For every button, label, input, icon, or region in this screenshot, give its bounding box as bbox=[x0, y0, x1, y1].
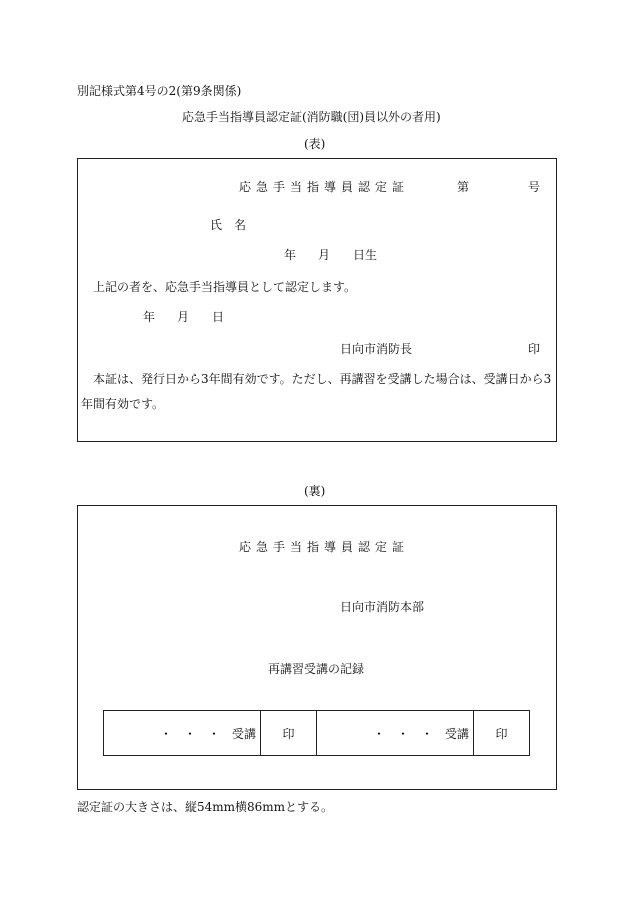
validity-line-1: 本証は、発行日から3年間有効です。ただし、再講習を受講した場合は、受講日から3 bbox=[93, 372, 552, 386]
birth-month-label: 月 bbox=[318, 248, 331, 262]
issuer-headquarters: 日向市消防本部 bbox=[340, 600, 425, 614]
record-seal-mark: 印 bbox=[282, 726, 295, 741]
birth-year-label: 年 bbox=[284, 248, 297, 262]
issuer-chief: 日向市消防長 bbox=[340, 342, 413, 356]
record-seal-cell-2 bbox=[474, 711, 529, 755]
cert-number-prefix: 第 bbox=[457, 180, 470, 194]
birth-day-label: 日生 bbox=[353, 248, 378, 262]
front-label: (表) bbox=[304, 137, 326, 151]
renewal-record-title: 再講習受講の記録 bbox=[268, 662, 365, 676]
record-seal-cell-1 bbox=[261, 711, 316, 755]
size-note: 認定証の大きさは、縦54mm横86mmとする。 bbox=[77, 800, 334, 814]
record-cell-2 bbox=[317, 711, 473, 755]
renewal-record-table bbox=[103, 710, 530, 756]
validity-line-2: 年間有効です。 bbox=[81, 397, 165, 411]
front-cert-title: 応急手当指導員認定証 bbox=[239, 180, 410, 194]
issue-month-label: 月 bbox=[177, 310, 190, 324]
front-seal-mark: 印 bbox=[528, 342, 541, 356]
issue-day-label: 日 bbox=[212, 310, 225, 324]
back-cert-title: 応急手当指導員認定証 bbox=[239, 540, 410, 554]
record-date-dots: ・ ・ ・ bbox=[159, 726, 220, 741]
record-attended-label: 受講 bbox=[444, 726, 469, 741]
record-date-dots: ・ ・ ・ bbox=[372, 726, 433, 741]
certify-statement: 上記の者を、応急手当指導員として認定します。 bbox=[93, 280, 357, 294]
back-label: (裏) bbox=[304, 484, 326, 498]
name-label: 氏 名 bbox=[210, 218, 247, 232]
issue-year-label: 年 bbox=[143, 310, 156, 324]
record-attended-label: 受講 bbox=[231, 726, 256, 741]
cert-number-suffix: 号 bbox=[528, 180, 541, 194]
form-reference: 別記様式第4号の2(第9条関係) bbox=[77, 84, 242, 98]
record-cell-1 bbox=[104, 711, 260, 755]
record-seal-mark: 印 bbox=[495, 726, 508, 741]
document-title: 応急手当指導員認定証(消防職(団)員以外の者用) bbox=[182, 110, 441, 124]
